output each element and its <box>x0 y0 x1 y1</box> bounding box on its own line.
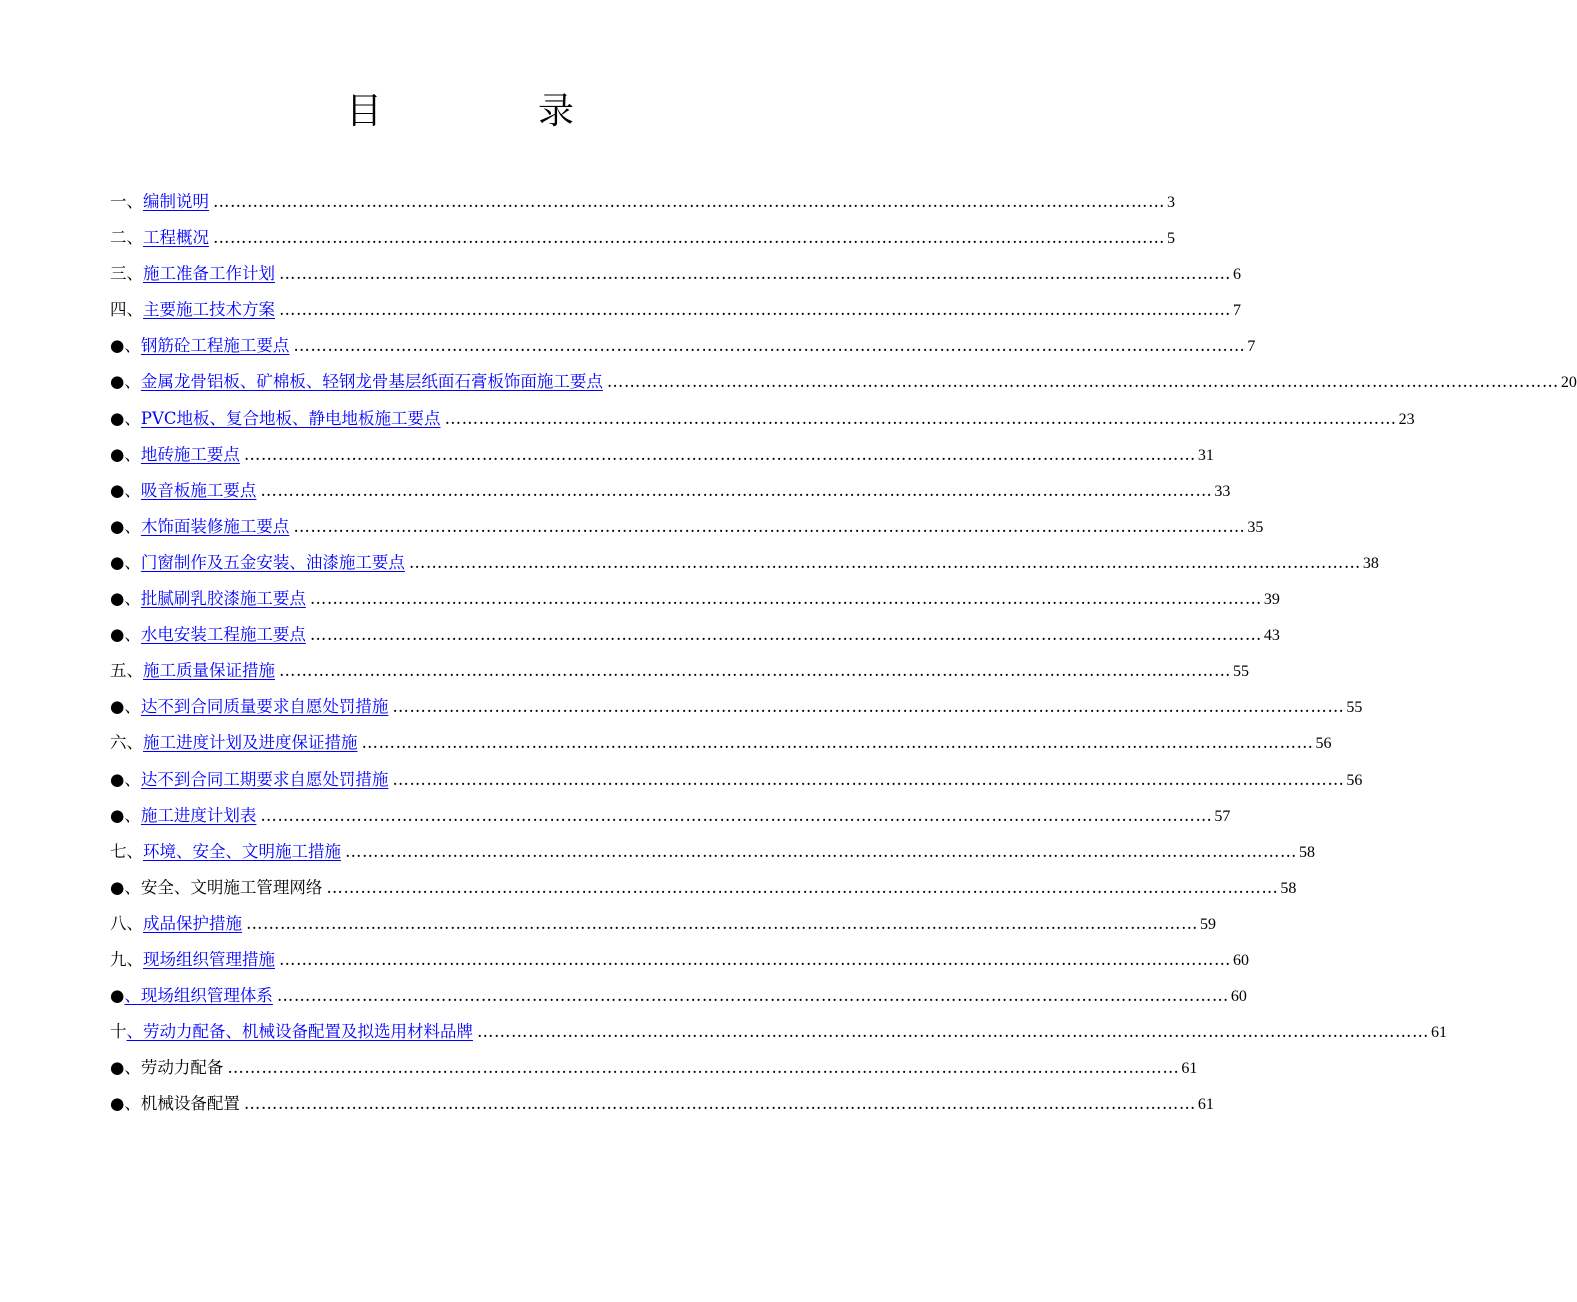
toc-entry-prefix: ●、 <box>110 589 141 609</box>
toc-page-number: 61 <box>1197 1096 1214 1114</box>
toc-page-number: 20 <box>1560 374 1577 392</box>
toc-leader-dots: …………………………………………………………………………………………………………………………………………………… <box>243 444 1196 464</box>
toc-entry <box>110 437 1214 473</box>
toc-entry <box>110 798 1231 834</box>
toc-entry-link[interactable]: PVC地板、复合地板、静电地板施工要点 <box>140 408 441 428</box>
toc-entry-prefix: ●、 <box>110 372 141 392</box>
toc-leader-dots: …………………………………………………………………………………………………………………………………………………… <box>279 264 1231 284</box>
table-of-contents <box>110 184 1577 1122</box>
toc-leader-dots: …………………………………………………………………………………………………………………………………………………… <box>606 372 1559 392</box>
toc-page-number: 56 <box>1346 771 1363 789</box>
toc-leader-dots: …………………………………………………………………………………………………………………………………………………… <box>243 1094 1196 1114</box>
toc-page-number: 60 <box>1230 988 1247 1006</box>
toc-entry-label: 机械设备配置 <box>140 1094 240 1114</box>
toc-leader-dots: …………………………………………………………………………………………………………………………………………………… <box>213 192 1165 211</box>
toc-entry <box>110 653 1249 689</box>
toc-entry-prefix: 八、 <box>110 913 143 933</box>
toc-entry-link[interactable]: 达不到合同质量要求自愿处罚措施 <box>140 697 389 717</box>
toc-entry <box>110 1014 1447 1050</box>
toc-entry-prefix: ● <box>110 986 125 1006</box>
toc-entry <box>110 220 1175 256</box>
toc-entry <box>110 1050 1198 1086</box>
toc-entry-link[interactable]: 金属龙骨铝板、矿棉板、轻钢龙骨基层纸面石膏板饰面施工要点 <box>140 372 603 392</box>
toc-entry-prefix: ●、 <box>110 877 141 897</box>
toc-entry-link[interactable]: 施工进度计划及进度保证措施 <box>143 733 358 753</box>
toc-entry <box>110 292 1241 328</box>
toc-title: 目 录 <box>345 91 634 132</box>
toc-leader-dots: …………………………………………………………………………………………………………………………………………………… <box>246 913 1198 933</box>
toc-page-number: 43 <box>1263 627 1280 645</box>
toc-entry-link[interactable]: 水电安装工程施工要点 <box>140 625 306 645</box>
toc-entry-link[interactable]: 、劳动力配备、机械设备配置及拟选用材料品牌 <box>126 1022 473 1042</box>
toc-page-number: 39 <box>1263 591 1280 609</box>
toc-leader-dots: …………………………………………………………………………………………………………………………………………………… <box>213 228 1165 248</box>
toc-entry-link[interactable]: 批腻刷乳胶漆施工要点 <box>140 589 306 609</box>
toc-entry-prefix: 二、 <box>110 228 143 248</box>
toc-entry-prefix: 五、 <box>110 661 143 681</box>
toc-entry <box>110 689 1363 725</box>
toc-entry-link[interactable]: 施工准备工作计划 <box>143 264 275 284</box>
toc-leader-dots: …………………………………………………………………………………………………………………………………………………… <box>279 300 1231 320</box>
toc-leader-dots: …………………………………………………………………………………………………………………………………………………… <box>260 805 1213 825</box>
toc-entry-label: 安全、文明施工管理网络 <box>140 877 323 897</box>
toc-entry-link[interactable]: 木饰面装修施工要点 <box>140 516 290 536</box>
toc-page-number: 7 <box>1233 302 1241 320</box>
toc-entry-link[interactable]: 门窗制作及五金安装、油漆施工要点 <box>140 552 405 572</box>
toc-entry-prefix: 六、 <box>110 733 143 753</box>
toc-leader-dots: …………………………………………………………………………………………………………………………………………………… <box>260 480 1213 500</box>
toc-entry-prefix: 十 <box>110 1022 127 1042</box>
toc-entry-prefix: ●、 <box>110 769 141 789</box>
toc-entry <box>110 256 1241 292</box>
toc-entry <box>110 509 1264 545</box>
toc-page-number: 61 <box>1181 1060 1198 1078</box>
toc-entry-prefix: ●、 <box>110 516 141 536</box>
toc-leader-dots: …………………………………………………………………………………………………………………………………………………… <box>309 625 1262 645</box>
toc-entry-prefix: ●、 <box>110 805 141 825</box>
toc-entry <box>110 364 1577 400</box>
toc-entry <box>110 762 1363 798</box>
toc-entry-prefix: ●、 <box>110 480 141 500</box>
toc-entry-link[interactable]: 工程概况 <box>143 228 209 248</box>
toc-entry-prefix: ●、 <box>110 444 141 464</box>
toc-page-number: 55 <box>1346 699 1363 717</box>
toc-entry-link[interactable]: 施工进度计划表 <box>140 805 257 825</box>
toc-entry <box>110 401 1415 437</box>
toc-entry-prefix: 一、 <box>110 192 143 211</box>
toc-page-number: 3 <box>1167 194 1175 211</box>
toc-entry-prefix: ●、 <box>110 625 141 645</box>
toc-leader-dots: …………………………………………………………………………………………………………………………………………………… <box>309 589 1262 609</box>
toc-leader-dots: …………………………………………………………………………………………………………………………………………………… <box>227 1058 1180 1078</box>
toc-leader-dots: …………………………………………………………………………………………………………………………………………………… <box>345 841 1297 861</box>
toc-page-number: 58 <box>1299 843 1315 861</box>
toc-leader-dots: …………………………………………………………………………………………………………………………………………………… <box>361 733 1314 753</box>
toc-entry <box>110 473 1231 509</box>
toc-page-number: 23 <box>1398 410 1415 428</box>
toc-entry-prefix: ●、 <box>110 552 141 572</box>
toc-page-number: 56 <box>1315 735 1332 753</box>
toc-entry-prefix: 三、 <box>110 264 143 284</box>
toc-page-number: 35 <box>1247 518 1264 536</box>
toc-leader-dots: …………………………………………………………………………………………………………………………………………………… <box>293 516 1246 536</box>
toc-page-number: 57 <box>1214 807 1231 825</box>
toc-leader-dots: …………………………………………………………………………………………………………………………………………………… <box>326 877 1279 897</box>
toc-entry-prefix: ●、 <box>110 336 141 356</box>
toc-entry-label: 劳动力配备 <box>140 1058 224 1078</box>
toc-entry-link[interactable]: 现场组织管理措施 <box>143 949 275 969</box>
toc-leader-dots: …………………………………………………………………………………………………………………………………………………… <box>408 552 1361 572</box>
toc-page-number: 6 <box>1233 266 1241 284</box>
toc-entry-link[interactable]: 编制说明 <box>143 192 209 211</box>
toc-leader-dots: …………………………………………………………………………………………………………………………………………………… <box>392 769 1345 789</box>
toc-entry <box>110 942 1249 978</box>
toc-entry-link[interactable]: 地砖施工要点 <box>140 444 240 464</box>
toc-entry-prefix: ●、 <box>110 1094 141 1114</box>
toc-page-number: 7 <box>1247 338 1256 356</box>
toc-leader-dots: …………………………………………………………………………………………………………………………………………………… <box>279 949 1231 969</box>
toc-leader-dots: …………………………………………………………………………………………………………………………………………………… <box>276 986 1229 1006</box>
toc-page-number: 55 <box>1233 663 1249 681</box>
toc-entry <box>110 328 1256 364</box>
toc-entry-prefix: 四、 <box>110 300 143 320</box>
toc-entry-link[interactable]: 成品保护措施 <box>143 913 242 933</box>
toc-entry-link[interactable]: 达不到合同工期要求自愿处罚措施 <box>140 769 389 789</box>
toc-entry-link[interactable]: 、现场组织管理体系 <box>124 986 273 1006</box>
toc-leader-dots: …………………………………………………………………………………………………………………………………………………… <box>392 697 1345 717</box>
toc-entry <box>110 834 1315 870</box>
toc-page-number: 58 <box>1280 879 1297 897</box>
toc-entry-link[interactable]: 环境、安全、文明施工措施 <box>143 841 341 861</box>
toc-leader-dots: …………………………………………………………………………………………………………………………………………………… <box>477 1022 1429 1042</box>
toc-entry-link[interactable]: 主要施工技术方案 <box>143 300 275 320</box>
toc-page-number: 33 <box>1214 482 1231 500</box>
toc-entry-link[interactable]: 钢筋砼工程施工要点 <box>140 336 290 356</box>
toc-entry-link[interactable]: 吸音板施工要点 <box>140 480 257 500</box>
toc-entry <box>110 978 1247 1014</box>
toc-entry-prefix: 七、 <box>110 841 143 861</box>
toc-entry <box>110 617 1280 653</box>
toc-entry-prefix: ●、 <box>110 408 141 428</box>
toc-page-number: 59 <box>1200 915 1216 933</box>
toc-page-number: 5 <box>1167 230 1175 248</box>
toc-entry <box>110 545 1379 581</box>
toc-leader-dots: …………………………………………………………………………………………………………………………………………………… <box>444 408 1397 428</box>
toc-page-number: 38 <box>1362 554 1379 572</box>
toc-page-number: 60 <box>1233 951 1249 969</box>
toc-entry <box>110 1086 1214 1122</box>
toc-entry <box>110 870 1297 906</box>
toc-leader-dots: …………………………………………………………………………………………………………………………………………………… <box>293 336 1246 356</box>
toc-entry <box>110 184 1175 220</box>
toc-entry <box>110 581 1280 617</box>
toc-entry <box>110 906 1216 942</box>
toc-entry-prefix: ●、 <box>110 697 141 717</box>
toc-page-number: 61 <box>1431 1024 1447 1042</box>
toc-entry-prefix: ●、 <box>110 1058 141 1078</box>
toc-entry <box>110 725 1332 761</box>
toc-entry-link[interactable]: 施工质量保证措施 <box>143 661 275 681</box>
toc-entry-prefix: 九、 <box>110 949 143 969</box>
toc-leader-dots: …………………………………………………………………………………………………………………………………………………… <box>279 661 1231 681</box>
toc-page-number: 31 <box>1197 446 1214 464</box>
